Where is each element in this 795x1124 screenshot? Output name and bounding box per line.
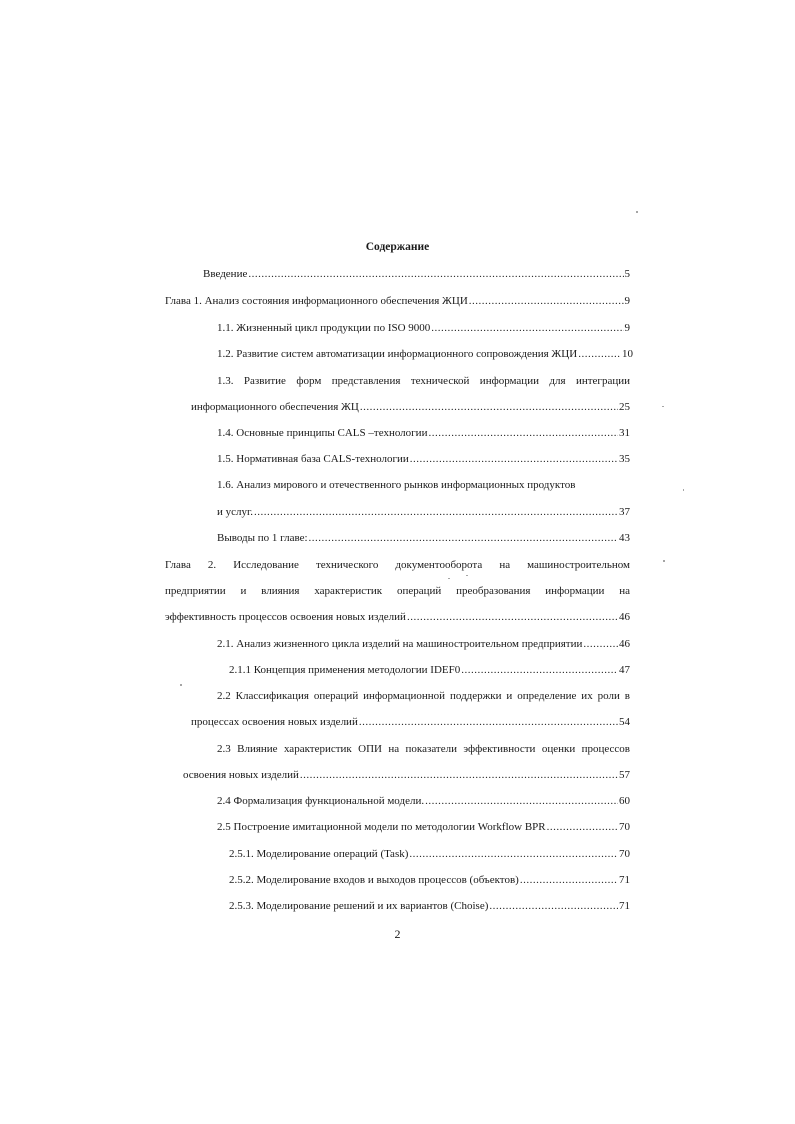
toc-entry-label-continued: 1.6. Анализ мирового и отечественного рынков информационных продуктов: [217, 479, 576, 491]
leader-dots: [489, 899, 618, 913]
toc-entry-label: 2.5.1. Моделирование операций (Task): [229, 848, 409, 860]
toc-entry-page: 60: [619, 795, 630, 807]
toc-entry: [165, 294, 630, 308]
toc-entry-page: 57: [619, 769, 630, 781]
leader-dots: [309, 531, 618, 545]
leader-dots: [425, 794, 618, 808]
toc-entry: [183, 768, 630, 782]
leader-dots: [248, 267, 623, 281]
scan-speck: [663, 560, 665, 562]
leader-dots: [520, 873, 618, 887]
toc-entry-label: 1.1. Жизненный цикл продукции по ISO 9000: [217, 322, 431, 334]
toc-entry: [191, 400, 630, 414]
toc-entry-page: 46: [619, 638, 630, 650]
toc-entry: [217, 637, 630, 651]
toc-entry-label-continued: предприятии и влияния характеристик операций преобразования информации на: [165, 585, 630, 597]
leader-dots: [431, 321, 623, 335]
scan-speck: [683, 489, 684, 491]
toc-entry-label: 2.5.3. Моделирование решений и их вариантов (Choise): [229, 900, 489, 912]
toc-entry-page: 71: [619, 900, 630, 912]
toc-entry: [217, 820, 630, 834]
toc-entry-page: 43: [619, 532, 630, 544]
scan-speck: [636, 211, 638, 213]
scan-speck: [466, 575, 468, 576]
toc-entry: [217, 794, 630, 808]
page-number: 2: [394, 927, 401, 941]
toc-entry: [191, 715, 630, 729]
toc-entry-label: 1.5. Нормативная база CALS-технологии: [217, 453, 409, 465]
toc-entry: [229, 899, 630, 913]
toc-entry-page: 35: [619, 453, 630, 465]
toc-entry-label: освоения новых изделий: [183, 769, 299, 781]
toc-entry: [217, 452, 630, 466]
toc-entry: [165, 610, 630, 624]
leader-dots: [300, 768, 618, 782]
leader-dots: [410, 452, 618, 466]
toc-entry-label: 1.4. Основные принципы CALS –технологии: [217, 427, 428, 439]
scan-speck: [180, 684, 182, 686]
leader-dots: [360, 400, 618, 414]
toc-entry-page: 9: [624, 322, 630, 334]
toc-entry-page: 71: [619, 874, 630, 886]
toc-entry-label: 2.5.2. Моделирование входов и выходов процессов (объектов): [229, 874, 519, 886]
toc-entry-label: и услуг.: [217, 506, 254, 518]
leader-dots: [469, 294, 624, 308]
toc-entry: [203, 267, 630, 281]
toc-entry-page: 10: [622, 348, 633, 360]
toc-entry-page: 37: [619, 506, 630, 518]
toc-entry-page: 31: [619, 427, 630, 439]
toc-entry-page: 25: [619, 401, 630, 413]
toc-entry: [229, 873, 630, 887]
toc-entry: [217, 426, 630, 440]
toc-entry: [217, 531, 630, 545]
leader-dots: [407, 610, 618, 624]
toc-entry: [229, 847, 630, 861]
toc-entry-label: эффективность процессов освоения новых изделий: [165, 611, 406, 623]
leader-dots: [583, 637, 618, 651]
leader-dots: [578, 347, 621, 361]
toc-entry-label: Выводы по 1 главе:: [217, 532, 308, 544]
leader-dots: [461, 663, 618, 677]
toc-entry: [217, 505, 630, 519]
toc-entry-page: 70: [619, 848, 630, 860]
toc-entry-page: 9: [624, 295, 630, 307]
leader-dots: [547, 820, 618, 834]
toc-entry-label: Введение: [203, 268, 248, 280]
leader-dots: [254, 505, 618, 519]
toc-entry-page: 46: [619, 611, 630, 623]
toc-title: Содержание: [365, 241, 430, 253]
toc-entry: [217, 347, 633, 361]
toc-entry-label: информационного обеспечения ЖЦ: [191, 401, 359, 413]
toc-entry-page: 70: [619, 821, 630, 833]
toc-entry-label: Глава 1. Анализ состояния информационного обеспечения ЖЦИ: [165, 295, 468, 307]
toc-entry: [217, 321, 630, 335]
leader-dots: [359, 715, 618, 729]
leader-dots: [428, 426, 618, 440]
toc-entry-label: 2.5 Построение имитационной модели по методологии Workflow BPR: [217, 821, 546, 833]
toc-entry-label-continued: Глава 2. Исследование технического документооборота на машиностроительном: [165, 559, 630, 571]
leader-dots: [409, 847, 618, 861]
toc-entry-label-continued: 1.3. Развитие форм представления технической информации для интеграции: [217, 375, 630, 387]
toc-entry: [229, 663, 630, 677]
scan-speck: [662, 406, 664, 407]
toc-entry-page: 47: [619, 664, 630, 676]
toc-entry-page: 5: [624, 268, 630, 280]
toc-entry-label-continued: 2.3 Влияние характеристик ОПИ на показатели эффективности оценки процессов: [217, 743, 630, 755]
scan-speck: [448, 578, 450, 579]
toc-entry-label: 2.4 Формализация функциональной модели.: [217, 795, 425, 807]
toc-entry-label: 2.1. Анализ жизненного цикла изделий на машиностроительном предприятии: [217, 638, 583, 650]
toc-entry-page: 54: [619, 716, 630, 728]
toc-entry-label: процессах освоения новых изделий: [191, 716, 358, 728]
toc-entry-label: 2.1.1 Концепция применения методологии IDEF0: [229, 664, 461, 676]
toc-entry-label: 1.2. Развитие систем автоматизации информационного сопровождения ЖЦИ: [217, 348, 578, 360]
toc-entry-label-continued: 2.2 Классификация операций информационной поддержки и определение их роли в: [217, 690, 630, 702]
